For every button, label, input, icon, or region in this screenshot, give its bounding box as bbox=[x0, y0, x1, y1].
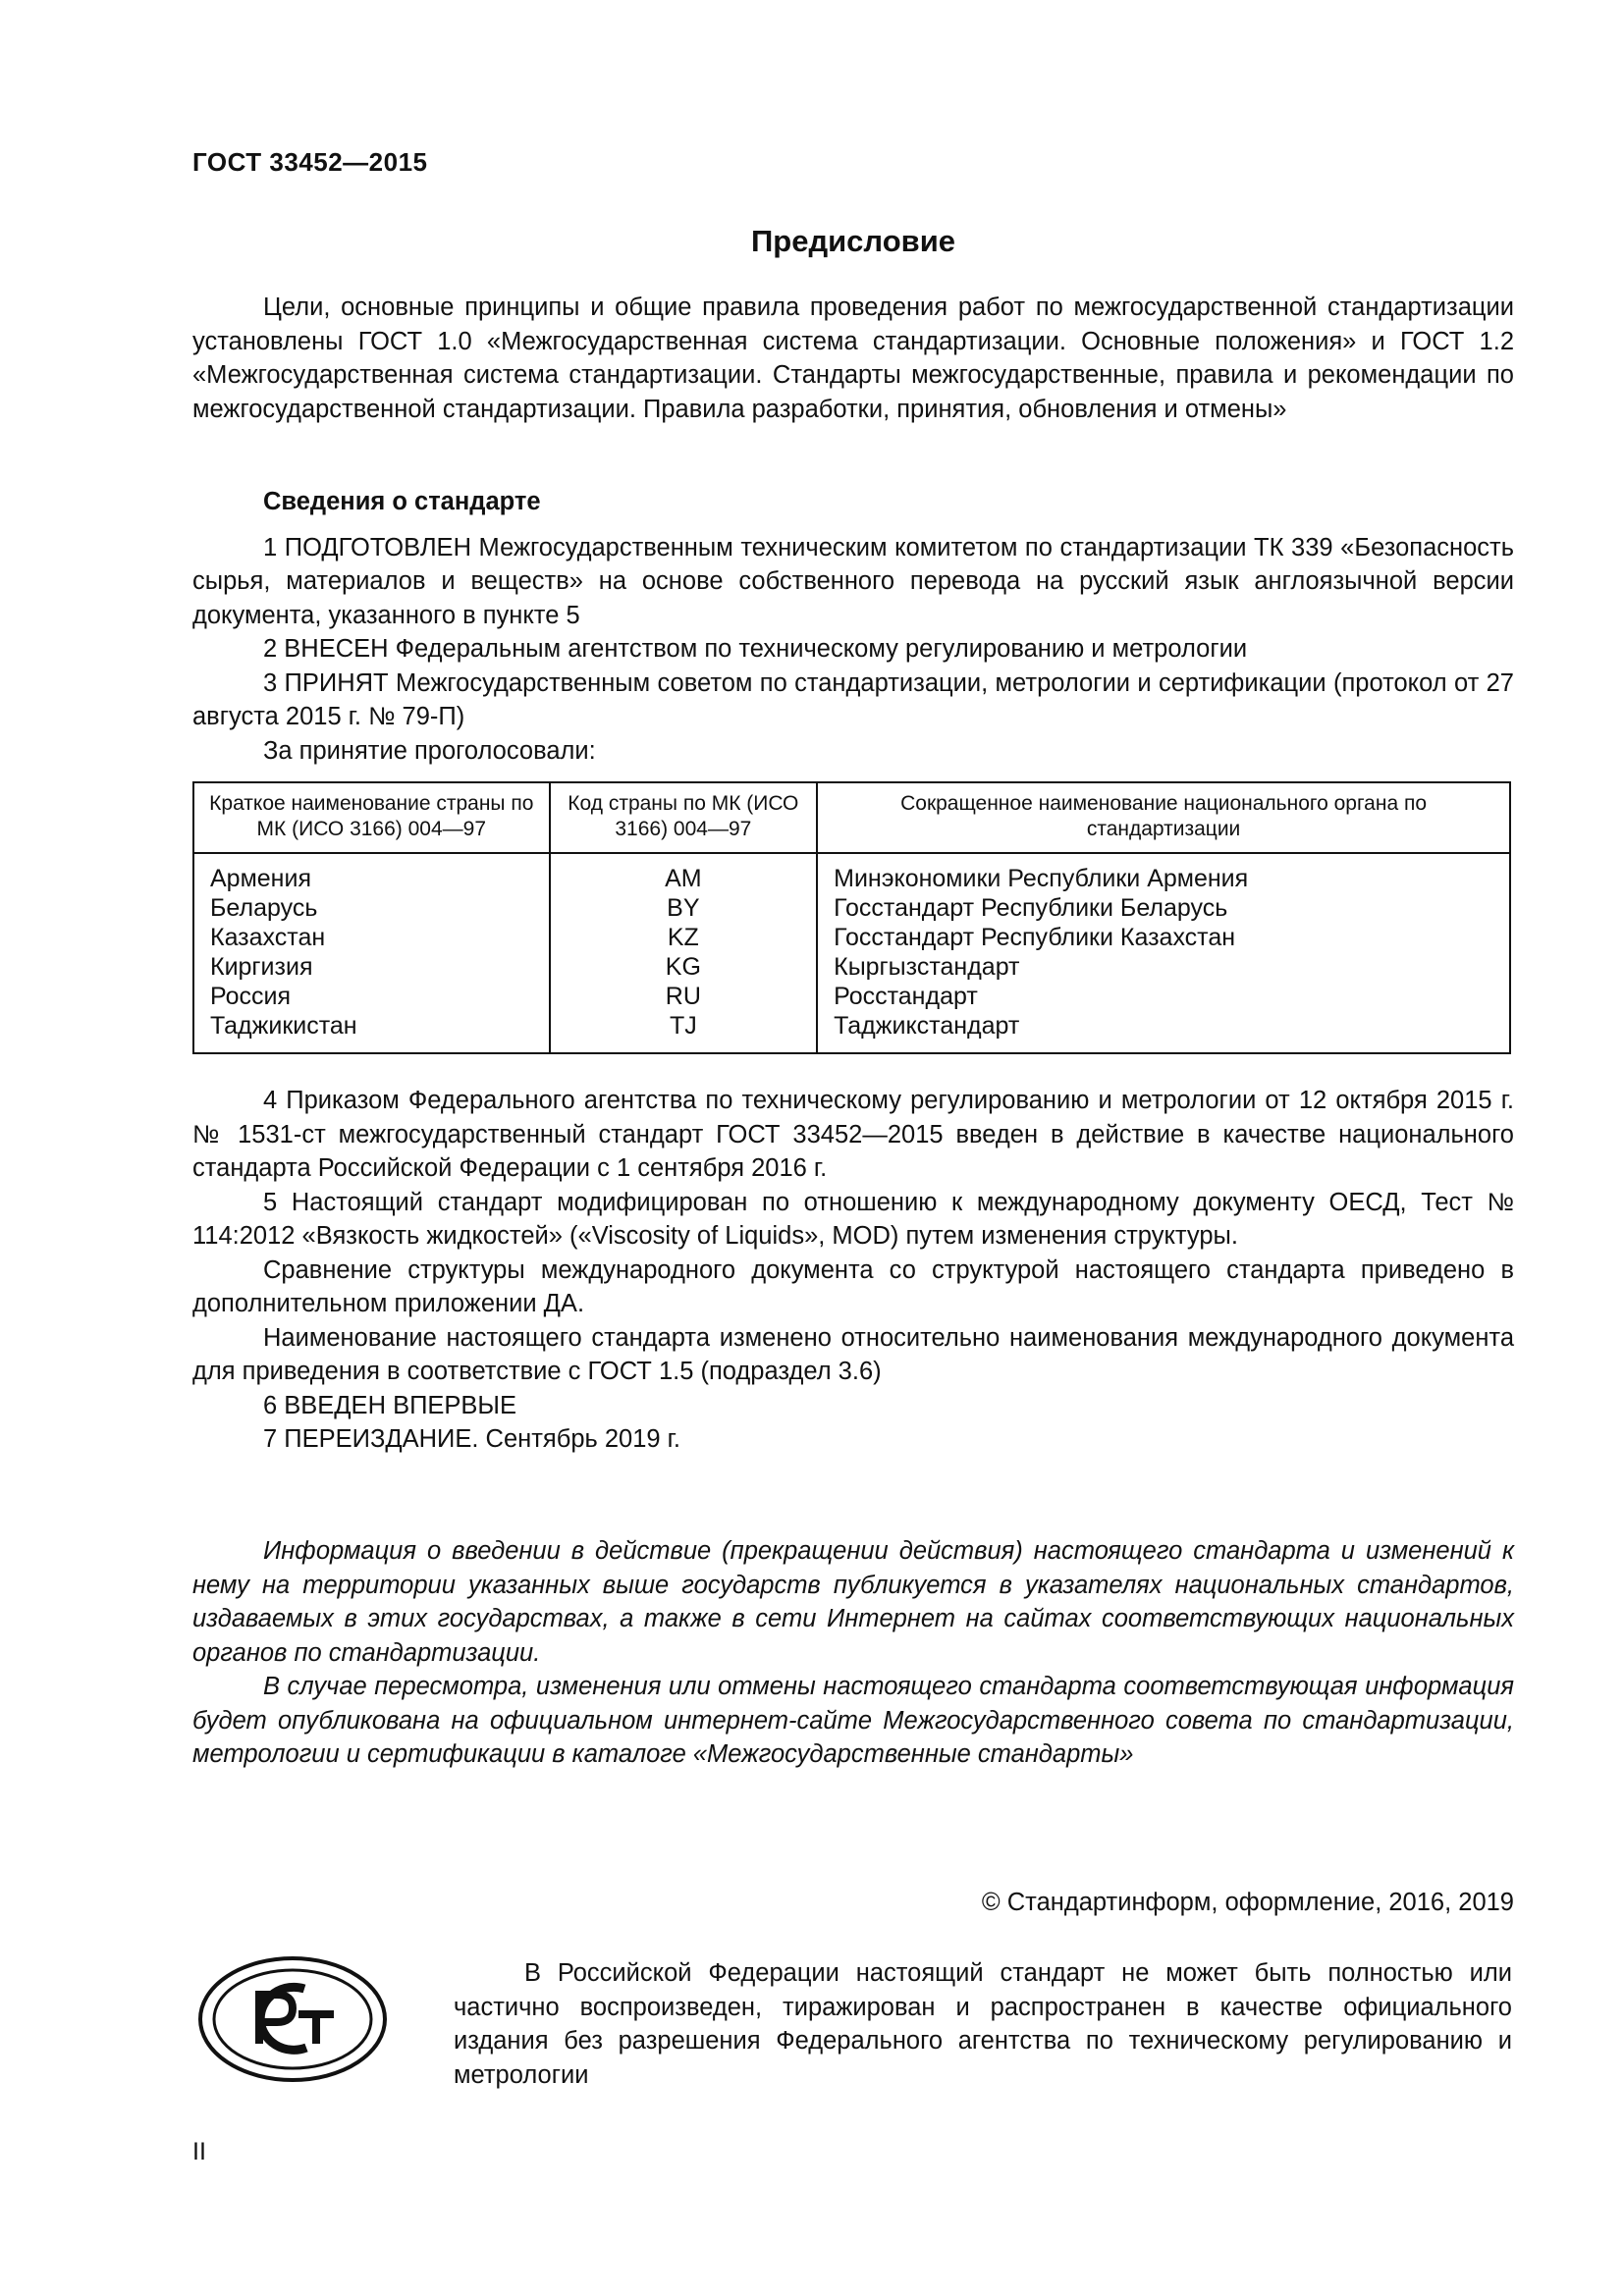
info-item-1: 1 ПОДГОТОВЛЕН Межгосударственным техническим комитетом по стандартизации ТК 339 «Безопасность сырья, материалов и веществ» на основе собственного перевода на русский язык англоязычной версии документа, указанного в пункте 5 bbox=[192, 533, 1514, 629]
info-item-5-comparison: Сравнение структуры международного документа со структурой настоящего стандарта приведено в дополнительном приложении ДА. bbox=[192, 1255, 1514, 1317]
cell-body: Таджикстандарт bbox=[834, 1012, 1020, 1040]
rf-notice-text: В Российской Федерации настоящий стандарт не может быть полностью или частично воспроизведен, тиражирован и распространен в качестве официального издания без разрешения Федерального агентства по техническому регулированию и метрологии bbox=[454, 1959, 1512, 2089]
table-row bbox=[193, 1011, 1510, 1053]
info-item-6: 6 ВВЕДЕН ВПЕРВЫЕ bbox=[263, 1391, 517, 1419]
cell-body: Кыргызстандарт bbox=[834, 953, 1020, 981]
info-item-5-name-change: Наименование настоящего стандарта изменено относительно наименования международного документа для приведения в соответствие с ГОСТ 1.5 (подраздел 3.6) bbox=[192, 1323, 1514, 1385]
cell-code: KG bbox=[550, 952, 818, 982]
table-row bbox=[193, 982, 1510, 1011]
page-number: II bbox=[192, 2138, 206, 2165]
cell-country: Таджикистан bbox=[193, 1011, 550, 1053]
cell-country: Россия bbox=[193, 982, 550, 1011]
cell-body: Госстандарт Республики Беларусь bbox=[834, 894, 1228, 922]
copyright-line: © Стандартинформ, оформление, 2016, 2019 bbox=[981, 1889, 1514, 1916]
rf-reproduction-notice bbox=[454, 1956, 1512, 2092]
section-title: Предисловие bbox=[750, 224, 955, 258]
info-item-2: 2 ВНЕСЕН Федеральным агентством по техническому регулированию и метрологии bbox=[263, 635, 1248, 663]
document-code-header: ГОСТ 33452—2015 bbox=[192, 147, 428, 177]
info-item-4: 4 Приказом Федерального агентства по техническому регулированию и метрологии от 12 октября 2015 г. № 1531-ст межгосударственный стандарт ГОСТ 33452—2015 введен в действие в качестве национального стандарта Российской Федерации с 1 сентября 2016 г. bbox=[192, 1087, 1514, 1182]
publication-notes-block bbox=[192, 1534, 1514, 1772]
cell-code: RU bbox=[550, 982, 818, 1011]
info-heading: Сведения о стандарте bbox=[263, 488, 541, 515]
adoption-info-block bbox=[192, 1084, 1514, 1457]
cell-country: Киргизия bbox=[193, 952, 550, 982]
table-row bbox=[193, 853, 1510, 893]
cell-body: Минэкономики Республики Армения bbox=[834, 865, 1249, 892]
note-revision-info: В случае пересмотра, изменения или отмены настоящего стандарта соответствующая информация будет опубликована на официальном интернет-сайте Межгосударственного совета по стандартизации, метрологии и сертификации в каталоге «Межгосударственные стандарты» bbox=[192, 1673, 1514, 1768]
cell-country: Беларусь bbox=[193, 893, 550, 923]
rst-logo-icon bbox=[196, 1953, 389, 2085]
header-national-body: Сокращенное наименование национального органа по стандартизации bbox=[900, 792, 1428, 840]
cell-code: KZ bbox=[550, 923, 818, 952]
intro-block bbox=[192, 291, 1514, 426]
info-item-5: 5 Настоящий стандарт модифицирован по отношению к международному документу ОЕСД, Тест № 114:2012 «Вязкость жидкостей» («Viscosity of Liquids», MOD) путем изменения структуры. bbox=[192, 1188, 1514, 1250]
cell-body: Госстандарт Республики Казахстан bbox=[834, 924, 1236, 951]
intro-paragraph: Цели, основные принципы и общие правила проведения работ по межгосударственной стандартизации установлены ГОСТ 1.0 «Межгосударственная система стандартизации. Основные положения» и ГОСТ 1.2 «Межгосударственная система стандартизации. Стандарты межгосударственные, правила и рекомендации по межгосударственной стандартизации. Правила разработки, принятия, обновления и отмены» bbox=[192, 294, 1514, 423]
info-item-3: 3 ПРИНЯТ Межгосударственным советом по стандартизации, метрологии и сертификации (протокол от 27 августа 2015 г. № 79-П) bbox=[192, 668, 1514, 730]
cell-code: TJ bbox=[550, 1011, 818, 1053]
voting-table bbox=[192, 781, 1511, 1054]
table-row bbox=[193, 952, 1510, 982]
standard-info-block bbox=[192, 485, 1514, 768]
table-header-row bbox=[193, 782, 1510, 853]
table-row bbox=[193, 893, 1510, 923]
info-item-7: 7 ПЕРЕИЗДАНИЕ. Сентябрь 2019 г. bbox=[263, 1425, 680, 1453]
header-country-name: Краткое наименование страны по МК (ИСО 3166) 004—97 bbox=[193, 782, 550, 853]
cell-code: BY bbox=[550, 893, 818, 923]
cell-code: AM bbox=[550, 853, 818, 893]
cell-country: Армения bbox=[193, 853, 550, 893]
header-country-code: Код страны по МК (ИСО 3166) 004—97 bbox=[550, 782, 818, 853]
note-publication-info: Информация о введении в действие (прекращении действия) настоящего стандарта и изменений к нему на территории указанных выше государств публикуется в указателях национальных стандартов, издаваемых в этих государствах, а также в сети Интернет на сайтах соответствующих национальных органов по стандартизации. bbox=[192, 1537, 1514, 1667]
cell-country: Казахстан bbox=[193, 923, 550, 952]
vote-intro: За принятие проголосовали: bbox=[263, 736, 596, 765]
table-row bbox=[193, 923, 1510, 952]
cell-body: Росстандарт bbox=[834, 983, 978, 1010]
